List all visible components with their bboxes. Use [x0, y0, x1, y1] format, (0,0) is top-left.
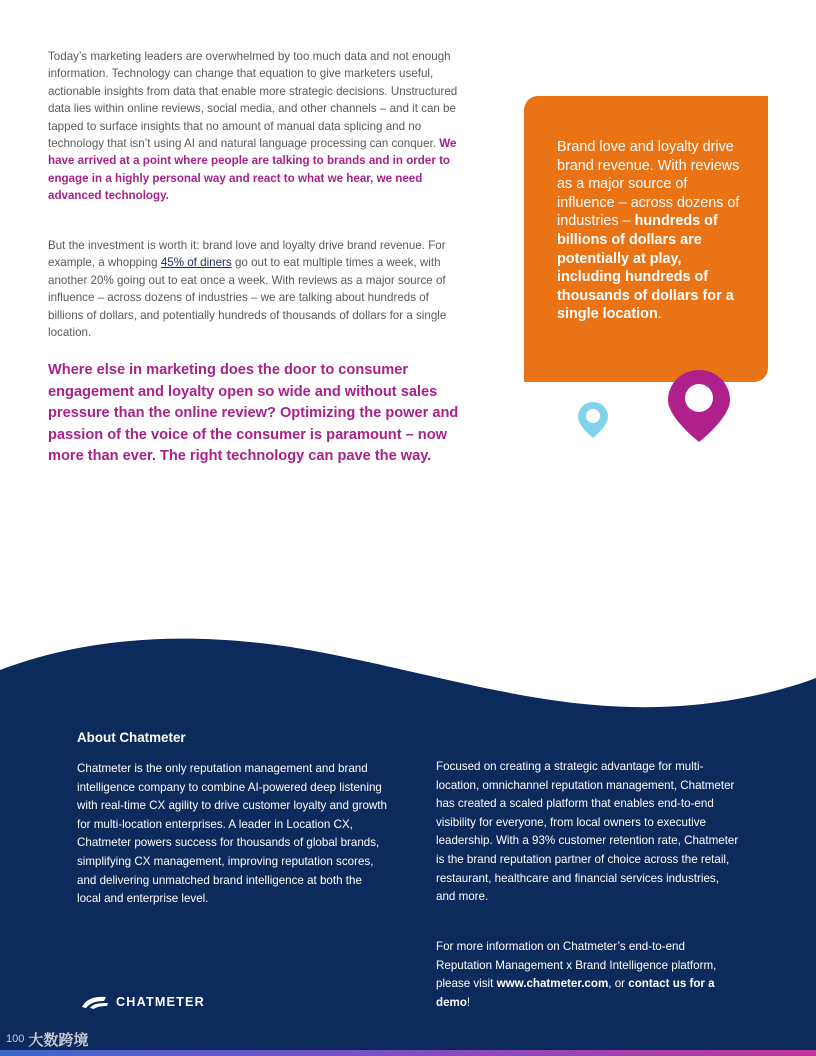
intro-paragraph-2 [48, 237, 460, 341]
watermark-text: 大数跨境 [28, 1031, 89, 1049]
footer-heading: About Chatmeter [77, 730, 186, 745]
footer-contact-text: For more information on Chatmeter’s end-to-end Reputation Management x Brand Intelligence platform, please visit [436, 940, 717, 991]
small-location-pin-icon [576, 400, 610, 440]
intro-p2-before: But the investment is worth it: brand love and loyalty drive brand revenue. For example, a whopping [48, 239, 446, 270]
footer-about-column-2: Focused on creating a strategic advantage for multi-location, omnichannel reputation management, Chatmeter has created a scaled platform that enables end-to-end visibility for everyone, from local owners to executive leadership. With a 93% customer retention rate, Chatmeter is the brand reputation partner of choice across the retail, restaurant, healthcare and financial services industries, and more. [436, 760, 739, 904]
intro-p1-highlight: We have arrived at a point where people are talking to brands and in order to engage in a highly personal way and react to what we hear, we need advanced technology. [48, 137, 457, 203]
intro-p2-after: go out to eat multiple times a week, with another 20% going out to eat once a week. With reviews as a major source of influence – across dozens of industries – we are talking about hundreds of billions of dollars, and potentially hundreds of thousands of dollars for a single location. [48, 256, 447, 340]
callout-text-end: . [657, 306, 662, 323]
chatmeter-logo[interactable] [80, 992, 205, 1012]
footer-contact-mid: , or [608, 977, 626, 991]
chatmeter-logo-icon [80, 995, 110, 1009]
chatmeter-logo-text: CHATMETER [116, 995, 205, 1009]
callout-text [557, 138, 740, 324]
watermark [6, 1028, 88, 1050]
pull-quote: Where else in marketing does the door to consumer engagement and loyalty open so wide and without sales pressure than the online review? Optimizing the power and passion of the voice of the consumer is paramount – now more than ever. The right technology can pave the way. [48, 362, 459, 465]
callout-box [524, 96, 768, 382]
large-location-pin-icon [666, 368, 732, 444]
callout-text-regular: Brand love and loyalty drive brand revenue. With reviews as a major source of influence – across dozens of industries – [557, 139, 740, 230]
contact-demo-link[interactable]: contact us for a demo [436, 977, 715, 1009]
footer-about-column-1: Chatmeter is the only reputation management and brand intelligence company to combine AI-powered deep listening with real-time CX agility to drive customer loyalty and growth for multi-location enterprises. A leader in Location CX, Chatmeter powers success for thousands of global brands, simplifying CX management, improving reputation scores, and delivering unmatched brand intelligence at both the local and enterprise level. [77, 762, 387, 906]
website-link[interactable]: www.chatmeter.com [496, 977, 609, 991]
intro-p1-text: Today’s marketing leaders are overwhelmed by too much data and not enough information. Technology can change that equation to give marketers useful, actionable insights from data that enable more strategic decisions. Unstructured data lies within online reviews, social media, and other channels – and it can be tapped to surface insights that no amount of manual data splicing and no technology that isn’t using AI and natural language processing can conquer. [48, 50, 458, 151]
intro-paragraph-1 [48, 48, 460, 205]
callout-text-bold: hundreds of billions of dollars are potentially at play, including hundreds of thousands of dollars for a single location [557, 213, 734, 323]
footer-contact-end: ! [466, 995, 471, 1009]
footer-contact-paragraph [436, 938, 741, 1012]
bottom-gradient-bar [0, 1050, 816, 1056]
watermark-number: 100 [6, 1033, 25, 1045]
diners-stat-link[interactable]: 45% of diners [160, 256, 232, 270]
